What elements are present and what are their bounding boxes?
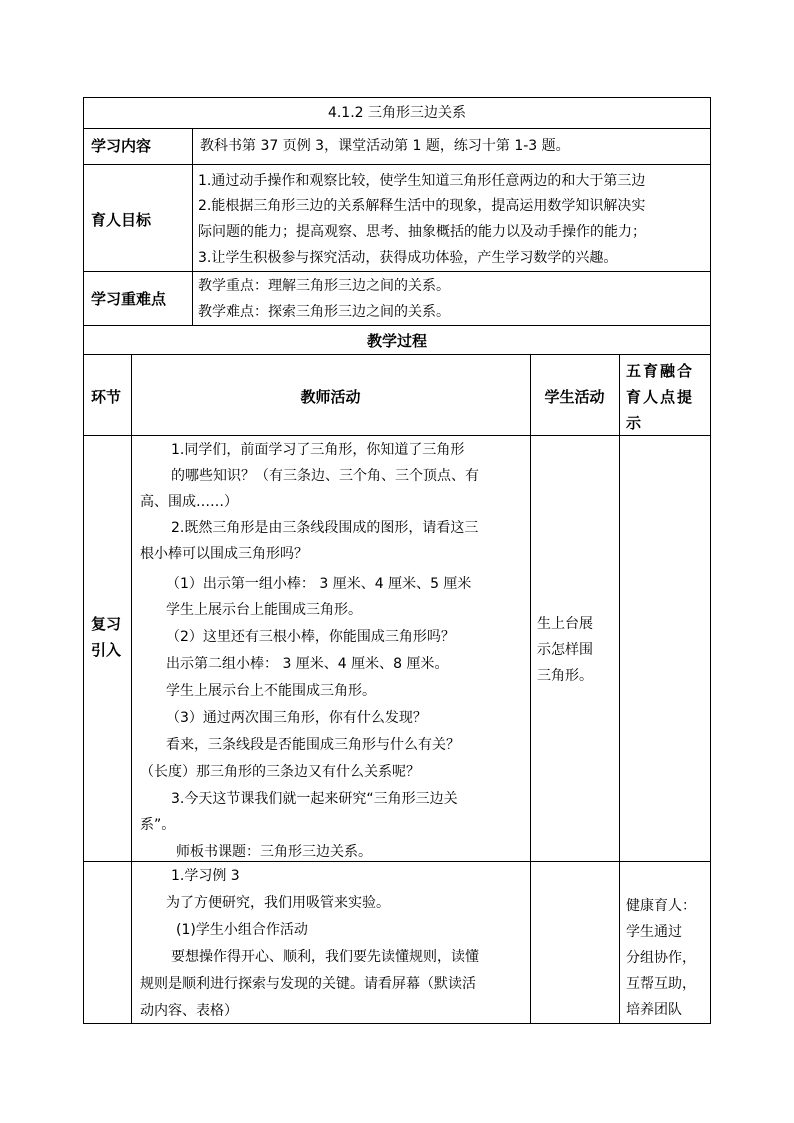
lesson-title: 4.1.2 三角形三边关系: [327, 105, 467, 121]
key-line: 教学难点：探索三角形三边之间的关系。: [198, 304, 450, 320]
teacher-line: （1）出示第一组小棒： 3 厘米、4 厘米、5 厘米: [166, 576, 472, 592]
teacher-line: 系”。: [140, 817, 176, 833]
student-line: 示怎样围: [537, 642, 593, 658]
header-teacher: 教师活动: [300, 388, 361, 406]
key-label: 学习重难点: [91, 290, 167, 308]
key-line: 教学重点：理解三角形三边之间的关系。: [198, 278, 450, 294]
teacher-line: 要想操作得开心、顺利，我们要先读懂规则，读懂: [171, 949, 479, 965]
goal-label: 育人目标: [91, 211, 152, 229]
header-five: 五育融合: [626, 362, 695, 380]
teacher-line: 为了方便研究，我们用吸管来实验。: [166, 895, 390, 911]
student-line: 三角形。: [537, 668, 593, 684]
header-stage: 环节: [91, 388, 122, 406]
header-student: 学生活动: [544, 388, 605, 406]
goal-line: 3.让学生积极参与探究活动，获得成功体验，产生学习数学的兴趣。: [198, 250, 618, 266]
teacher-line: 3.今天这节课我们就一起来研究“三角形三边关: [171, 791, 458, 807]
goal-line: 2.能根据三角形三边的关系解释生活中的现象，提高运用数学知识解决实: [198, 198, 646, 214]
teacher-line: 根小棒可以围成三角形吗？: [140, 546, 308, 562]
teacher-line: 学生上展示台上不能围成三角形。: [166, 683, 376, 699]
goal-line: 1.通过动手操作和观察比较，使学生知道三角形任意两边的和大于第三边: [198, 173, 646, 189]
stage-label: 复习: [91, 615, 122, 633]
teacher-line: 动内容、表格）: [140, 1003, 238, 1019]
teacher-line: 1.学习例 3: [171, 868, 240, 884]
teacher-line: 师板书课题：三角形三边关系。: [176, 844, 372, 860]
header-five: 示: [626, 414, 642, 432]
teacher-line: 学生上展示台上能围成三角形。: [166, 602, 362, 618]
teacher-line: 看来，三条线段是否能围成三角形与什么有关？: [166, 737, 460, 753]
process-title: 教学过程: [366, 332, 427, 350]
teacher-line: 规则是顺利进行探索与发现的关键。请看屏幕（默读活: [140, 976, 476, 992]
teacher-line: 2.既然三角形是由三条线段围成的图形，请看这三: [171, 520, 479, 536]
five-line: 培养团队: [626, 1002, 682, 1018]
content-text: 教科书第 37 页例 3，课堂活动第 1 题，练习十第 1-3 题。: [200, 138, 570, 154]
teacher-line: (1)学生小组合作活动: [176, 922, 308, 938]
five-line: 健康育人：: [626, 898, 696, 914]
teacher-line: 的哪些知识？（有三条边、三个角、三个顶点、有: [171, 468, 479, 484]
student-line: 生上台展: [537, 616, 593, 632]
teacher-line: （2）这里还有三根小棒，你能围成三角形吗？: [166, 629, 455, 645]
five-line: 学生通过: [626, 924, 682, 940]
teacher-line: （3）通过两次围三角形，你有什么发现？: [166, 710, 427, 726]
teacher-line: 出示第二组小棒： 3 厘米、4 厘米、8 厘米。: [166, 656, 449, 672]
stage-label: 引入: [91, 641, 122, 659]
content-label: 学习内容: [91, 137, 152, 155]
five-line: 分组协作，: [626, 950, 696, 966]
teacher-line: 1.同学们，前面学习了三角形，你知道了三角形: [171, 442, 465, 458]
header-five: 育人点提: [626, 388, 695, 406]
five-line: 互帮互助，: [626, 976, 696, 992]
teacher-line: 高、围成……）: [140, 494, 238, 510]
goal-line: 际问题的能力；提高观察、思考、抽象概括的能力以及动手操作的能力；: [198, 224, 646, 240]
teacher-line: （长度）那三角形的三条边又有什么关系呢？: [140, 764, 420, 780]
